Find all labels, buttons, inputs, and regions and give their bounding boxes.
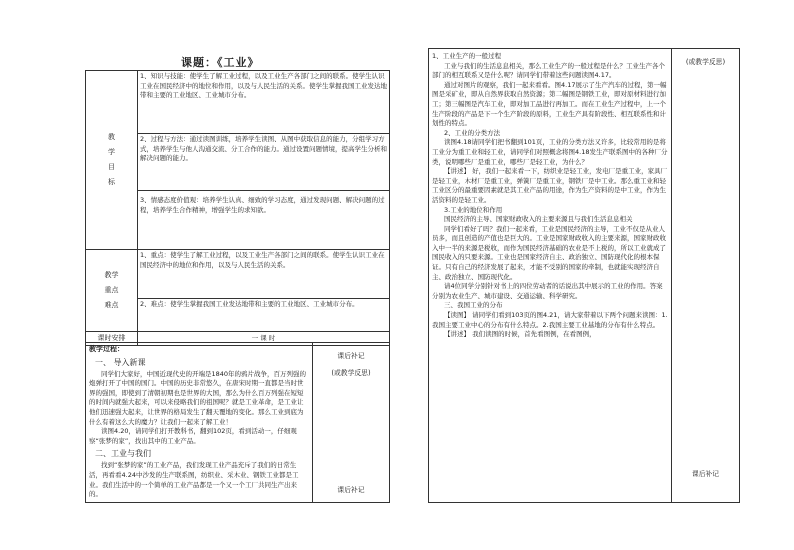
goal-2: 2、过程与方法：通过读图训练，培养学生读图、从图中获取信息的能力，分组学习方式，培养学生与他人沟通交流、分工合作的能力。通过设置问题情境，提高学生分析和解决问题的能力。 [138,134,389,191]
left-page [85,0,390,550]
para-legend: 【讲述】 我们读图的时候，首先看图例，在看图例， [444,330,596,339]
para-process-question: 工业与我们的生活息息相关，那么工业生产的一般过程是什么？工业生产各个部门的相互联系又是什么呢？请同学们带着这些问题读图4.17。 [432,61,665,80]
process-table [85,342,390,503]
heading-status: 3.工业的地位和作用 [444,205,503,214]
key-point: 1、重点：使学生了解工业过程，以及工业生产各部门之间的联系。使学生认识工业在国民经济中的地位和作用，以及与人民生活的关系。 [138,250,389,299]
schedule-label: 课时安排 [86,332,138,346]
notes-column-right [672,49,740,503]
plan-table [85,70,390,346]
para-workers: 请4位同学分别针对书上的四位劳动者的话说出其中展示的工业的作用。答案分别为农业生产、城市建设、交通运输、科学研究。 [432,282,663,300]
key-cell [138,250,390,332]
process-title: 教学过程： [89,345,124,353]
intro-paragraph: 同学们大家好，中国近现代史的开端是1840年的鸦片战争，百万列强的炮弹打开了中国的国门。中国的历史非常悠久，在唐宋时期一直都是当时世界的强国，即使到了清朝初期也是世界的大国，那么为什么百万列强在短短的时间内就强大起来，可以来侵略我们的祖国呢？就是工业革命，是工业让他们迅速强大起来，让世界的格局发生了翻天覆地的变化。那么工业到底为什么有着这么大的魔力？让我们一起来了解工业！ [89,369,307,426]
reading-paragraph: 读图4.20，请同学们打开教科书，翻到102页，看到活动一，仔细观察“张梦的家”，找出其中的工业产品。 [89,427,297,445]
section-intro: 一、 导入新课 [95,357,146,367]
goals-cell [138,71,390,250]
process-cell [86,343,313,503]
notes-label-right: 课后补记 [691,470,720,478]
schedule-value: 一 课 时 [138,332,390,346]
para-process-answer: 通过对图片的观察，我们一起来看看。图4.17展示了生产汽车的过程，第一幅图是采矿业，即从自然界获取自然资源；第二幅图是钢铁工业，即对原材料进行加工；第三幅图是汽车工业，即对加工品进行再加工。而在工业生产过程中，上一个生产阶段的产品是下一个生产阶段的原料，工业生产具有阶段性、相互联系性和计划性的特点。 [432,80,667,128]
heading-process: 1、工业生产的一般过程 [432,52,502,60]
para-status-summary: 国民经济的主导、国家财政收入的主要来源且与我们生活息息相关 [444,215,633,224]
para-status-detail: 同学们看好了吗？我们一起来看，工业是国民经济的主导，工业不仅是从业人员多，而且创造的产值也是巨大的。工业是国家财政收入的主要来源，国家财政收入中一半的来源是税收，而作为国民经济基础的农业是不上税的，所以工业就成了国民收入的只要来源。工业也是国家经济自主、政治独立、国防现代化的根本保证。只有自己的经济发展了起来，才能不受别的国家的牵制，也就能实现经济自主、政治独立、国防现代化。 [432,224,666,281]
section-industry-and-us: 二、工业与我们 [95,449,151,459]
heading-classification: 2、工业的分类方法 [444,128,501,137]
para-read-map: 【读图】 请同学们看到103页的图4.21，请大家带着以下两个问题来读图：1.我国主要工业中心的分布有什么特点。2.我国主要工业基地的分布有什么特点。 [432,311,668,329]
notes-column [313,343,390,503]
reflection-label: (或教学反思) [331,369,371,377]
para-classification: 读图4.18请同学们把书翻到101页，工业的分类方法又许多，比较常用的是将工业分为重工业和轻工业，请同学们对照概念将图4.18发生产联系图中的各种厂分类，说明哪些厂是重工业，哪些厂是轻工业，为什么？ [432,138,668,166]
heading-distribution: 三、我国工业的分布 [444,301,503,310]
lesson-title: 课题：《工业》 [181,56,260,69]
difficult-point: 2、难点：使学生掌握我国工业发达地带和主要的工业地区、工业城市分布。 [140,300,359,308]
industry-paragraph: 找到“张梦的家”的工业产品，我们发现工业产品充斥了我们的日常生活，再看看4.24中沙发的生产联系图，纺织业、采木业、钢铁工业都是工业。我们生活中的一个简单的工业产品都是一个又一个工厂共同生产出来的。 [89,461,299,499]
continuation-table [428,48,740,503]
goal-1: 1、知识与技能：使学生了解工业过程，以及工业生产各部门之间的联系。使学生认识工业在国民经济中的地位和作用，以及与人民生活的关系。使学生掌握我国工业发达地带和主要的工业地区、工业城市分布。 [138,71,389,134]
reflection-label-right: (或教学反思) [685,58,726,66]
key-label: 教学 重点 难点 [86,250,138,332]
para-explain: 【讲述】 好，我们一起来看一下，纺织业是轻工业，发电厂是重工业，家具厂是轻工业，木材厂是重工业，弹簧厂是重工业，钢铁厂是中工业。那么重工业和轻工业区分的最重要因素就是其工业产品的用途，作为生产资料的是中工业，作为生活资料的是轻工业。 [432,167,668,204]
goals-label: 教 学 目 标 [86,71,138,250]
notes-label-bottom: 课后补记 [337,485,365,494]
continuation-cell [429,49,672,503]
goal-3: 3、情感态度价值观：培养学生认真、细致的学习态度，通过发现问题、解决问题的过程，培养学生合作精神，增强学生的求知欲。 [140,196,385,214]
notes-label: 课后补记 [337,352,365,360]
right-page [428,0,740,550]
